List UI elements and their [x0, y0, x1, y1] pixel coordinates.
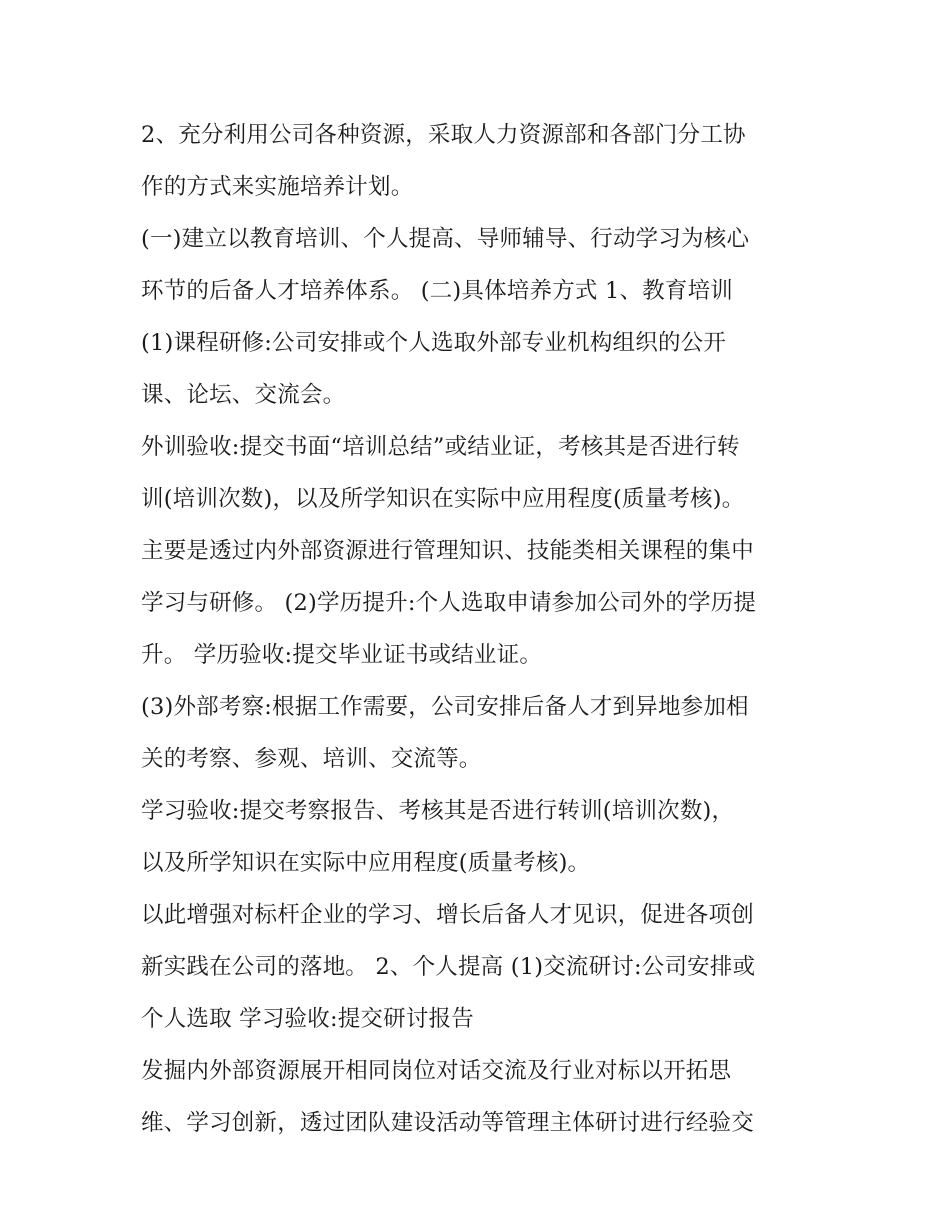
text-line: 主要是透过内外部资源进行管理知识、技能类相关课程的集中	[141, 538, 754, 564]
text-line: 发掘内外部资源展开相同岗位对话交流及行业对标以开拓思	[141, 1058, 732, 1084]
text-line: 学习验收:提交考察报告、考核其是否进行转训(培训次数)，	[141, 798, 735, 824]
text-line: (3)外部考察:根据工作需要，公司安排后备人才到异地参加相	[141, 694, 749, 720]
text-line: 外训验收:提交书面“培训总结”或结业证，考核其是否进行转	[141, 434, 740, 460]
text-line: 个人选取 学习验收:提交研讨报告	[141, 1006, 474, 1032]
text-line: (一)建立以教育培训、个人提高、导师辅导、行动学习为核心	[141, 226, 750, 252]
text-line: 学习与研修。 (2)学历提升:个人选取申请参加公司外的学历提	[141, 590, 757, 616]
text-line: 以此增强对标杆企业的学习、增长后备人才见识，促进各项创	[141, 902, 754, 928]
text-line: 维、学习创新，透过团队建设活动等管理主体研讨进行经验交	[141, 1110, 754, 1136]
text-line: 作的方式来实施培养计划。	[141, 174, 414, 200]
text-line: (1)课程研修:公司安排或个人选取外部专业机构组织的公开	[141, 330, 727, 356]
text-line: 关的考察、参观、培训、交流等。	[141, 746, 482, 772]
text-line: 2、充分利用公司各种资源，采取人力资源部和各部门分工协	[141, 122, 746, 148]
text-line: 升。 学历验收:提交毕业证书或结业证。	[141, 642, 543, 668]
text-line: 环节的后备人才培养体系。 (二)具体培养方式 1、教育培训	[141, 278, 733, 304]
text-line: 课、论坛、交流会。	[141, 382, 346, 408]
text-line: 以及所学知识在实际中应用程度(质量考核)。	[141, 850, 591, 876]
document-body	[141, 109, 821, 1149]
text-line: 训(培训次数)，以及所学知识在实际中应用程度(质量考核)。	[141, 486, 745, 512]
text-line: 新实践在公司的落地。 2、个人提高 (1)交流研讨:公司安排或	[141, 954, 756, 980]
